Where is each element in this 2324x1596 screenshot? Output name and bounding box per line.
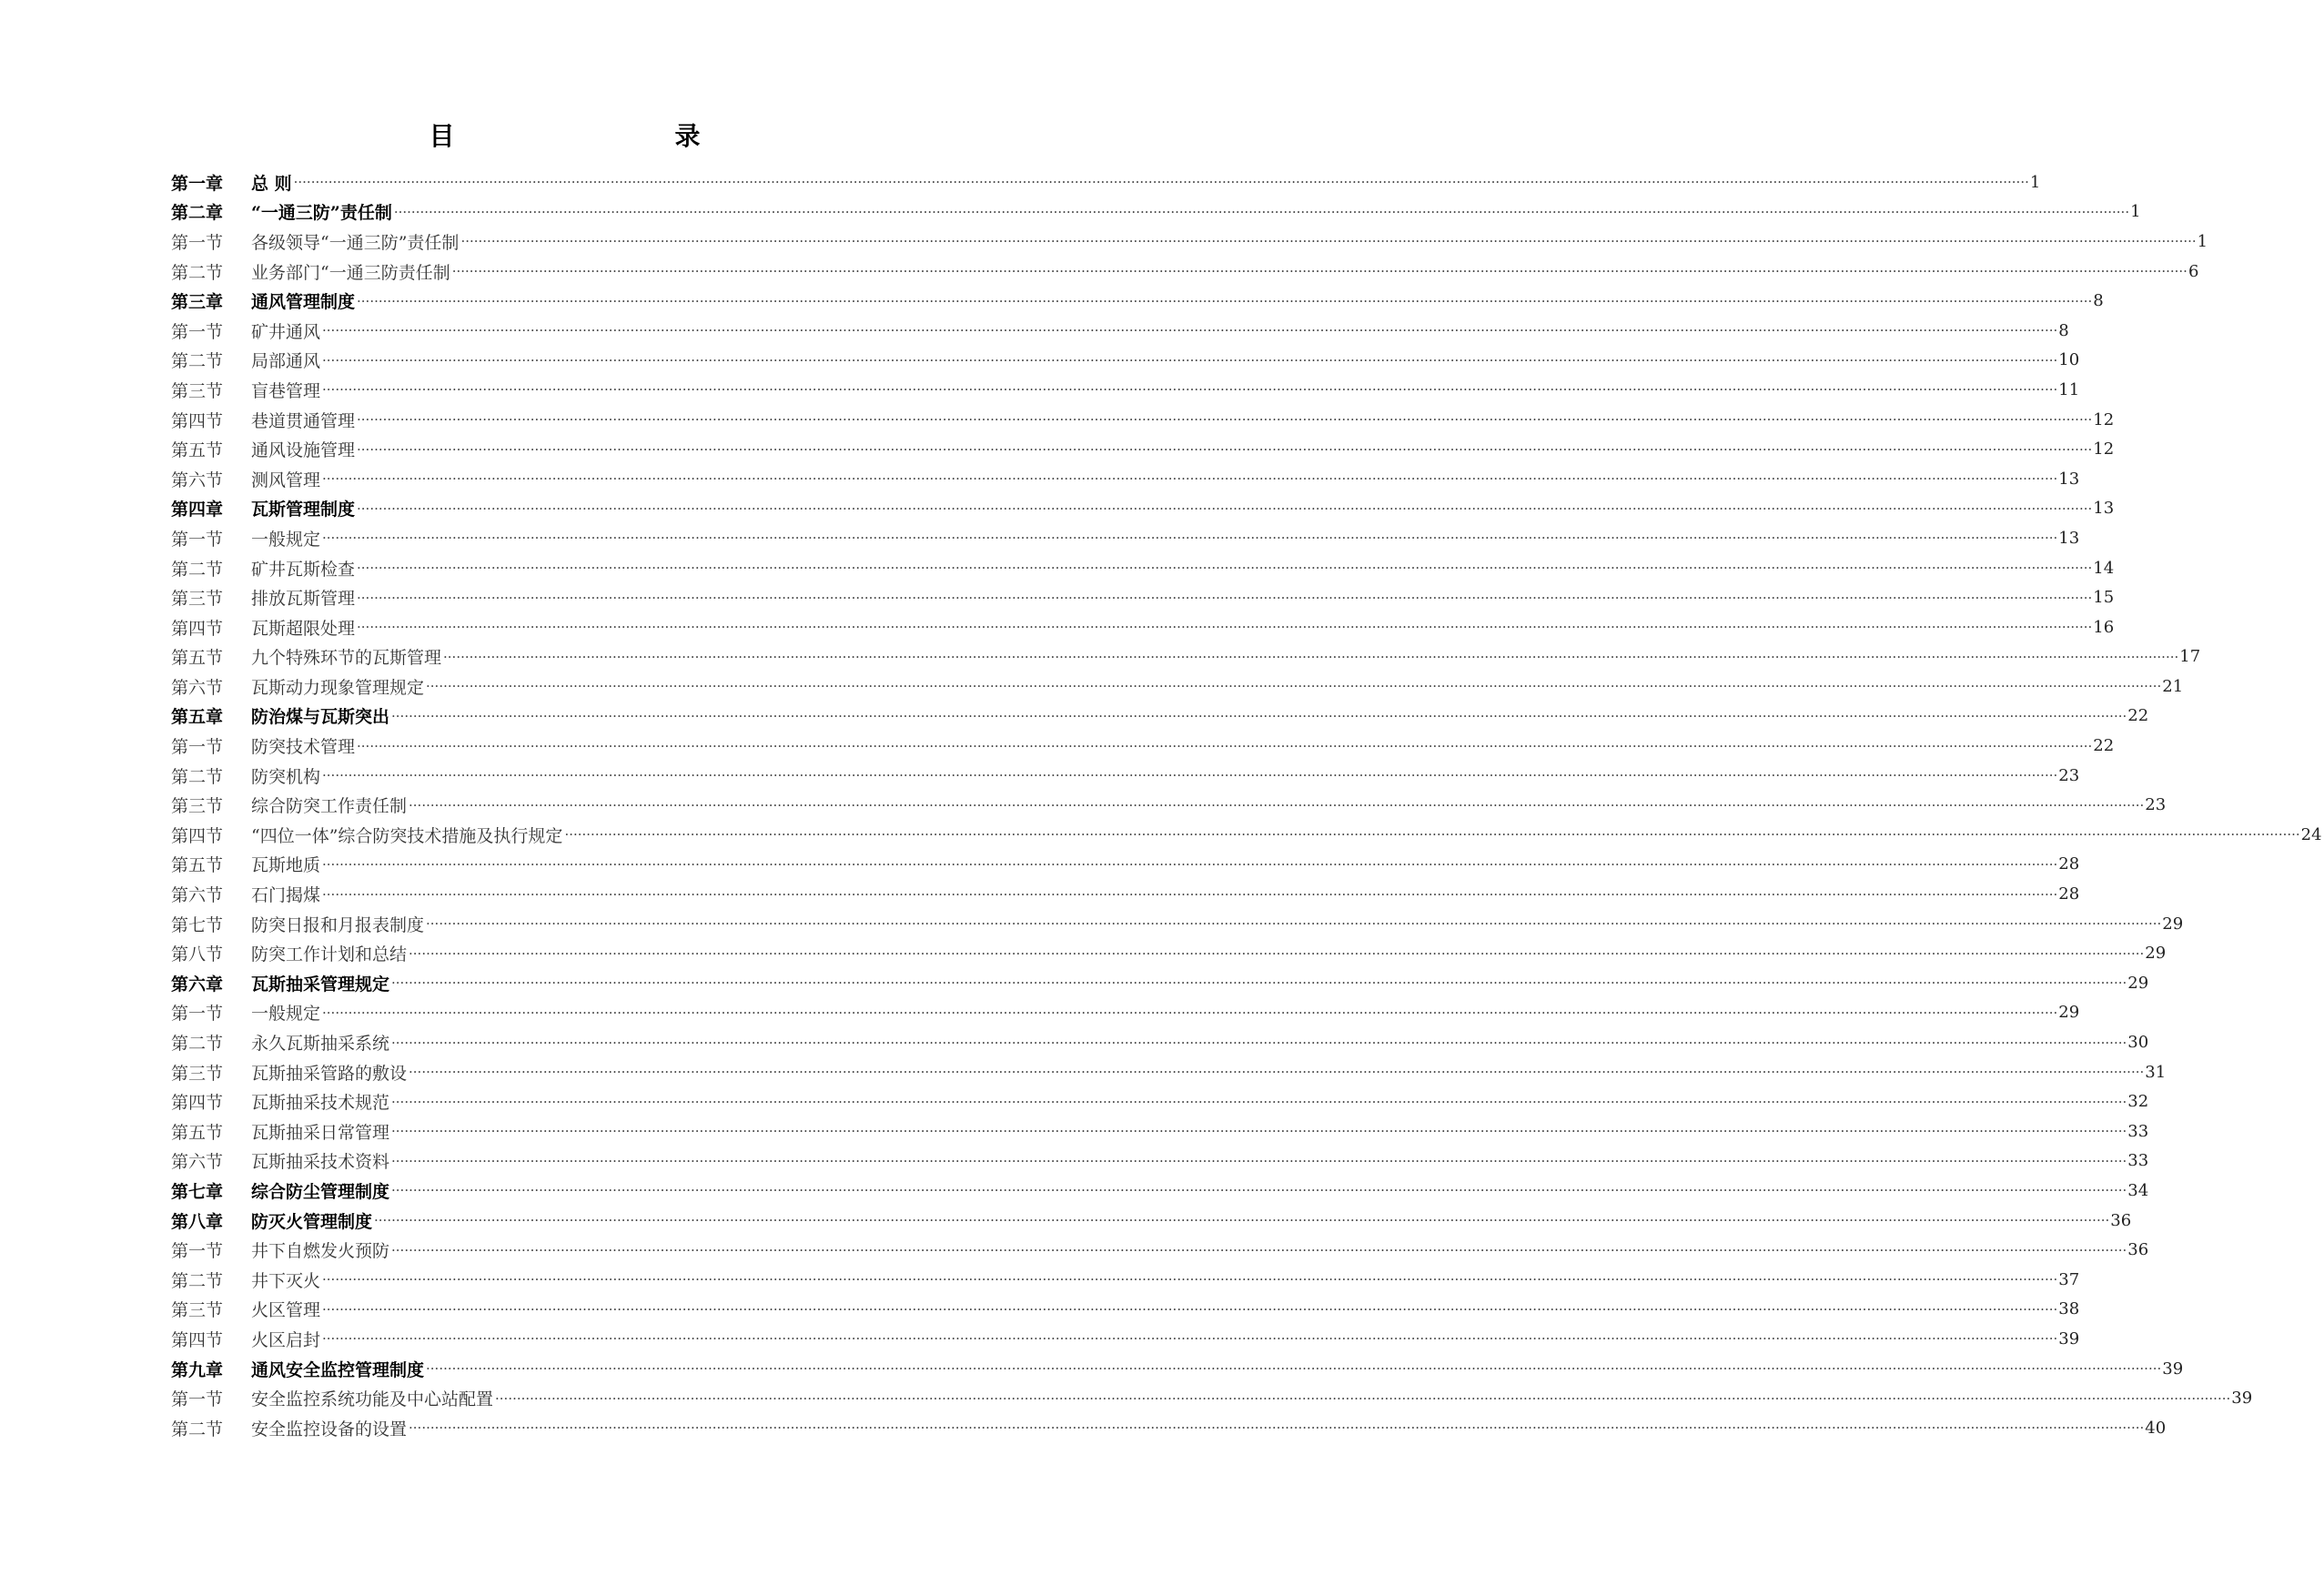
- dot-leader: ················································································································································································································································································································································································································: [357, 589, 2093, 606]
- dot-leader: ················································································································································································································································································································································································································: [374, 1212, 2110, 1229]
- dot-leader: ················································································································································································································································································································································································································: [495, 1389, 2231, 1407]
- toc-entry-title: 综合防尘管理制度: [251, 1181, 390, 1202]
- toc-entry-label: 第一节: [171, 1004, 224, 1025]
- toc-entry-title: 各级领导“一通三防”责任制: [251, 232, 460, 253]
- toc-entry-page-number: 16: [2093, 617, 2115, 637]
- toc-entry-label: 第七章: [171, 1181, 224, 1202]
- toc-entry-title: 一般规定: [251, 529, 321, 550]
- toc-entry-title: 井下自燃发火预防: [251, 1241, 390, 1262]
- toc-chapter-entry[interactable]: [171, 1176, 2149, 1206]
- toc-entry-title: 通风安全监控管理制度: [251, 1359, 425, 1380]
- toc-entry-label: 第六节: [171, 1152, 224, 1173]
- toc-entry-page-number: 24: [2300, 824, 2322, 844]
- toc-section-entry[interactable]: [171, 1295, 2080, 1325]
- toc-entry-page-number: 38: [2058, 1299, 2080, 1319]
- dot-leader: ················································································································································································································································································································································································································: [357, 500, 2093, 517]
- toc-section-entry[interactable]: [171, 464, 2080, 494]
- toc-entry-label: 第三节: [171, 1063, 224, 1084]
- toc-entry-title: 排放瓦斯管理: [251, 589, 356, 610]
- toc-entry-label: 第三节: [171, 589, 224, 610]
- toc-chapter-entry[interactable]: [171, 968, 2149, 998]
- toc-entry-label: 第一节: [171, 737, 224, 758]
- toc-entry-label: 第二章: [171, 203, 224, 224]
- toc-section-entry[interactable]: [171, 1027, 2149, 1057]
- dot-leader: ················································································································································································································································································································································································································: [322, 855, 2058, 873]
- dot-leader: ················································································································································································································································································································································································································: [322, 1271, 2058, 1288]
- toc-entry-title: 火区管理: [251, 1300, 321, 1321]
- dot-leader: ················································································································································································································································································································································································································: [322, 351, 2058, 369]
- toc-entry-page-number: 11: [2058, 379, 2080, 399]
- toc-section-entry[interactable]: [171, 1057, 2167, 1087]
- toc-section-entry[interactable]: [171, 612, 2115, 642]
- toc-entry-page-number: 31: [2145, 1062, 2167, 1082]
- toc-entry-label: 第九章: [171, 1359, 224, 1380]
- toc-entry-page-number: 21: [2162, 676, 2184, 696]
- toc-entry-page-number: 30: [2127, 1033, 2149, 1053]
- dot-leader: ················································································································································································································································································································································································································: [322, 470, 2058, 488]
- toc-entry-title: 瓦斯超限处理: [251, 618, 356, 639]
- dot-leader: ················································································································································································································································································································································································································: [393, 203, 2130, 220]
- toc-chapter-entry[interactable]: [171, 167, 2041, 197]
- toc-entry-label: 第一章: [171, 173, 224, 194]
- toc-entry-page-number: 33: [2127, 1121, 2149, 1141]
- toc-entry-title: 一般规定: [251, 1004, 321, 1025]
- toc-entry-title: 火区启封: [251, 1329, 321, 1350]
- toc-entry-label: 第六节: [171, 677, 224, 698]
- toc-entry-page-number: 6: [2188, 261, 2199, 281]
- toc-entry-title: 通风设施管理: [251, 440, 356, 461]
- toc-entry-label: 第二节: [171, 766, 224, 787]
- toc-section-entry[interactable]: [171, 553, 2115, 583]
- toc-section-entry[interactable]: [171, 731, 2115, 761]
- dot-leader: ················································································································································································································································································································································································································: [426, 915, 2162, 933]
- toc-entry-label: 第八章: [171, 1211, 224, 1232]
- dot-leader: ················································································································································································································································································································································································································: [391, 1241, 2127, 1258]
- toc-entry-title: 矿井瓦斯检查: [251, 559, 356, 580]
- toc-entry-page-number: 29: [2127, 973, 2149, 993]
- toc-entry-page-number: 37: [2058, 1269, 2080, 1289]
- toc-entry-label: 第七节: [171, 914, 224, 935]
- toc-section-entry[interactable]: [171, 1413, 2167, 1443]
- toc-entry-label: 第二节: [171, 559, 224, 580]
- toc-entry-label: 第四章: [171, 500, 224, 520]
- toc-section-entry[interactable]: [171, 1324, 2080, 1354]
- toc-entry-page-number: 10: [2058, 350, 2080, 370]
- dot-leader: ················································································································································································································································································································································································································: [322, 1300, 2058, 1318]
- toc-entry-page-number: 33: [2127, 1151, 2149, 1171]
- toc-entry-title: 防突工作计划和总结: [251, 944, 408, 965]
- toc-entry-title: 防治煤与瓦斯突出: [251, 707, 390, 728]
- dot-leader: ················································································································································································································································································································································································································: [322, 1330, 2058, 1348]
- toc-entry-page-number: 28: [2058, 854, 2080, 874]
- toc-entry-label: 第二节: [171, 1419, 224, 1439]
- toc-entry-title: 盲巷管理: [251, 380, 321, 401]
- toc-entry-label: 第一节: [171, 232, 224, 253]
- dot-leader: ················································································································································································································································································································································································································: [426, 1360, 2162, 1378]
- toc-entry-label: 第二节: [171, 262, 224, 283]
- dot-leader: ················································································································································································································································································································································································································: [443, 648, 2179, 665]
- toc-entry-page-number: 23: [2145, 795, 2167, 815]
- toc-entry-label: 第三节: [171, 796, 224, 817]
- dot-leader: ················································································································································································································································································································································································································: [391, 707, 2127, 724]
- dot-leader: ················································································································································································································································································································································································································: [322, 1004, 2058, 1021]
- toc-entry-page-number: 23: [2058, 765, 2080, 785]
- toc-entry-title: 业务部门“一通三防责任制: [251, 262, 450, 283]
- toc-entry-page-number: 13: [2058, 469, 2080, 489]
- toc-entry-label: 第一节: [171, 1389, 224, 1410]
- toc-entry-label: 第一节: [171, 321, 224, 342]
- toc-entry-page-number: 14: [2093, 558, 2115, 578]
- toc-section-entry[interactable]: [171, 375, 2080, 405]
- toc-chapter-entry[interactable]: [171, 702, 2149, 732]
- toc-section-entry[interactable]: [171, 1146, 2149, 1177]
- toc-entry-label: 第四节: [171, 825, 224, 846]
- dot-leader: ················································································································································································································································································································································································································: [322, 381, 2058, 399]
- dot-leader: ················································································································································································································································································································································································································: [322, 322, 2058, 339]
- toc-section-entry[interactable]: [171, 257, 2199, 287]
- toc-entry-page-number: 40: [2145, 1418, 2167, 1438]
- toc-entry-label: 第六章: [171, 974, 224, 995]
- toc-section-entry[interactable]: [171, 672, 2184, 702]
- dot-leader: ················································································································································································································································································································································································································: [391, 1182, 2127, 1199]
- toc-entry-title: 瓦斯管理制度: [251, 500, 356, 520]
- toc-entry-label: 第一节: [171, 529, 224, 550]
- dot-leader: ················································································································································································································································································································································································································: [293, 174, 2029, 191]
- toc-entry-page-number: 13: [2058, 528, 2080, 548]
- toc-entry-page-number: 39: [2058, 1328, 2080, 1349]
- dot-leader: ················································································································································································································································································································································································································: [357, 619, 2093, 636]
- dot-leader: ················································································································································································································································································································································································································: [426, 678, 2162, 695]
- toc-entry-title: 井下灭火: [251, 1270, 321, 1291]
- toc-entry-page-number: 36: [2110, 1210, 2132, 1230]
- toc-entry-title: 安全监控设备的设置: [251, 1419, 408, 1439]
- toc-entry-title: 防突技术管理: [251, 737, 356, 758]
- toc-entry-page-number: 29: [2145, 944, 2167, 964]
- toc-entry-page-number: 29: [2058, 1003, 2080, 1023]
- toc-section-entry[interactable]: [171, 1235, 2149, 1265]
- dot-leader: ················································································································································································································································································································································································································: [322, 530, 2058, 547]
- toc-entry-label: 第三章: [171, 292, 224, 313]
- toc-entry-title: 瓦斯抽采管路的敷设: [251, 1063, 408, 1084]
- toc-entry-page-number: 8: [2093, 291, 2104, 311]
- toc-entry-label: 第二节: [171, 1270, 224, 1291]
- dot-leader: ················································································································································································································································································································································································································: [357, 411, 2093, 429]
- toc-entry-label: 第五节: [171, 855, 224, 876]
- dot-leader: ················································································································································································································································································································································································································: [357, 440, 2093, 458]
- toc-section-entry[interactable]: [171, 790, 2167, 820]
- toc-entry-label: 第三节: [171, 380, 224, 401]
- toc-section-entry[interactable]: [171, 316, 2069, 346]
- toc-entry-title: 瓦斯动力现象管理规定: [251, 677, 425, 698]
- toc-chapter-entry[interactable]: [171, 1354, 2184, 1384]
- toc-chapter-entry[interactable]: [171, 197, 2141, 227]
- toc-entry-label: 第二节: [171, 1034, 224, 1055]
- toc-chapter-entry[interactable]: [171, 494, 2115, 524]
- toc-entry-page-number: 22: [2127, 706, 2149, 726]
- dot-leader: ················································································································································································································································································································································································································: [409, 1064, 2145, 1081]
- toc-section-entry[interactable]: [171, 879, 2080, 909]
- toc-entry-label: 第三节: [171, 1300, 224, 1321]
- toc-section-entry[interactable]: [171, 1086, 2149, 1116]
- toc-section-entry[interactable]: [171, 909, 2184, 939]
- toc-section-entry[interactable]: [171, 346, 2080, 376]
- toc-entry-page-number: 28: [2058, 884, 2080, 904]
- toc-entry-page-number: 1: [2029, 172, 2041, 192]
- toc-entry-page-number: 1: [2130, 202, 2141, 222]
- toc-entry-label: 第五节: [171, 648, 224, 669]
- toc-entry-label: 第四节: [171, 1329, 224, 1350]
- toc-section-entry[interactable]: [171, 998, 2080, 1028]
- toc-entry-page-number: 34: [2127, 1180, 2149, 1200]
- toc-section-entry[interactable]: [171, 1383, 2253, 1413]
- toc-entry-title: 综合防突工作责任制: [251, 796, 408, 817]
- toc-section-entry[interactable]: [171, 938, 2167, 968]
- toc-entry-title: 巷道贯通管理: [251, 410, 356, 431]
- toc-section-entry[interactable]: [171, 1265, 2080, 1295]
- dot-leader: ················································································································································································································································································································································································································: [357, 560, 2093, 577]
- dot-leader: ················································································································································································································································································································································································································: [564, 826, 2300, 843]
- dot-leader: ················································································································································································································································································································································································································: [357, 292, 2093, 309]
- toc-entry-title: “一通三防”责任制: [251, 203, 392, 224]
- toc-entry-label: 第五节: [171, 1122, 224, 1143]
- dot-leader: ················································································································································································································································································································································································································: [409, 944, 2145, 962]
- toc-section-entry[interactable]: [171, 820, 2322, 850]
- toc-entry-title: 永久瓦斯抽采系统: [251, 1034, 390, 1055]
- toc-entry-title: 瓦斯抽采日常管理: [251, 1122, 390, 1143]
- toc-chapter-entry[interactable]: [171, 286, 2104, 316]
- toc-entry-label: 第四节: [171, 410, 224, 431]
- toc-entry-label: 第五章: [171, 707, 224, 728]
- toc-entry-label: 第八节: [171, 944, 224, 965]
- toc-entry-page-number: 22: [2093, 736, 2115, 756]
- toc-section-entry[interactable]: [171, 1116, 2149, 1146]
- toc-entry-page-number: 8: [2058, 320, 2069, 340]
- toc-entry-label: 第二节: [171, 351, 224, 372]
- dot-leader: ················································································································································································································································································································································································································: [409, 796, 2145, 813]
- toc-section-entry[interactable]: [171, 523, 2080, 553]
- toc-entry-title: 九个特殊环节的瓦斯管理: [251, 648, 442, 669]
- dot-leader: ················································································································································································································································································································································································································: [391, 1034, 2127, 1051]
- toc-entry-label: 第六节: [171, 470, 224, 490]
- toc-entry-title: 通风管理制度: [251, 292, 356, 313]
- dot-leader: ················································································································································································································································································································································································································: [322, 767, 2058, 784]
- toc-entry-title: 瓦斯地质: [251, 855, 321, 876]
- toc-entry-title: 瓦斯抽采技术资料: [251, 1152, 390, 1173]
- toc-entry-title: 瓦斯抽采管理规定: [251, 974, 390, 995]
- toc-entry-title: 防突机构: [251, 766, 321, 787]
- dot-leader: ················································································································································································································································································································································································································: [391, 1093, 2127, 1110]
- toc-entry-title: “四位一体”综合防突技术措施及执行规定: [251, 825, 563, 846]
- toc-entry-title: 测风管理: [251, 470, 321, 490]
- dot-leader: ················································································································································································································································································································································································································: [357, 737, 2093, 754]
- toc-chapter-entry[interactable]: [171, 1206, 2132, 1236]
- toc-entry-label: 第四节: [171, 1093, 224, 1114]
- toc-entry-title: 防突日报和月报表制度: [251, 914, 425, 935]
- toc-entry-page-number: 1: [2197, 231, 2208, 251]
- toc-entry-title: 安全监控系统功能及中心站配置: [251, 1389, 494, 1410]
- toc-entry-page-number: 12: [2093, 409, 2115, 429]
- dot-leader: ················································································································································································································································································································································································································: [391, 975, 2127, 992]
- toc-entry-page-number: 39: [2231, 1389, 2253, 1409]
- dot-leader: ················································································································································································································································································································································································································: [409, 1419, 2145, 1437]
- toc-entry-page-number: 39: [2162, 1359, 2184, 1379]
- toc-entry-page-number: 17: [2179, 647, 2201, 667]
- dot-leader: ················································································································································································································································································································································································································: [322, 885, 2058, 903]
- toc-section-entry[interactable]: [171, 642, 2201, 672]
- toc-entry-page-number: 32: [2127, 1092, 2149, 1112]
- toc-section-entry[interactable]: [171, 761, 2080, 791]
- dot-leader: ················································································································································································································································································································································································································: [391, 1123, 2127, 1140]
- toc-section-entry[interactable]: [171, 405, 2115, 435]
- toc-entry-page-number: 29: [2162, 914, 2184, 934]
- toc-entry-title: 石门揭煤: [251, 885, 321, 906]
- toc-entry-title: 防灭火管理制度: [251, 1211, 373, 1232]
- toc-entry-label: 第四节: [171, 618, 224, 639]
- toc-entry-page-number: 15: [2093, 588, 2115, 608]
- dot-leader: ················································································································································································································································································································································································································: [391, 1152, 2127, 1169]
- toc-section-entry[interactable]: [171, 434, 2115, 464]
- toc-section-entry[interactable]: [171, 227, 2208, 257]
- toc-entry-page-number: 13: [2093, 499, 2115, 519]
- dot-leader: ················································································································································································································································································································································································································: [460, 233, 2197, 250]
- toc-entry-title: 局部通风: [251, 351, 321, 372]
- toc-entry-title: 总 则: [251, 173, 292, 194]
- toc-entry-label: 第一节: [171, 1241, 224, 1262]
- toc-entry-label: 第五节: [171, 440, 224, 461]
- toc-entry-page-number: 12: [2093, 439, 2115, 460]
- toc-entry-title: 矿井通风: [251, 321, 321, 342]
- toc-entry-title: 瓦斯抽采技术规范: [251, 1093, 390, 1114]
- toc-entry-label: 第六节: [171, 885, 224, 906]
- table-of-contents: [171, 167, 2322, 1443]
- toc-section-entry[interactable]: [171, 850, 2080, 880]
- page-title: 目 录: [429, 121, 757, 151]
- toc-section-entry[interactable]: [171, 582, 2115, 612]
- toc-entry-page-number: 36: [2127, 1240, 2149, 1260]
- dot-leader: ················································································································································································································································································································································································································: [451, 263, 2188, 280]
